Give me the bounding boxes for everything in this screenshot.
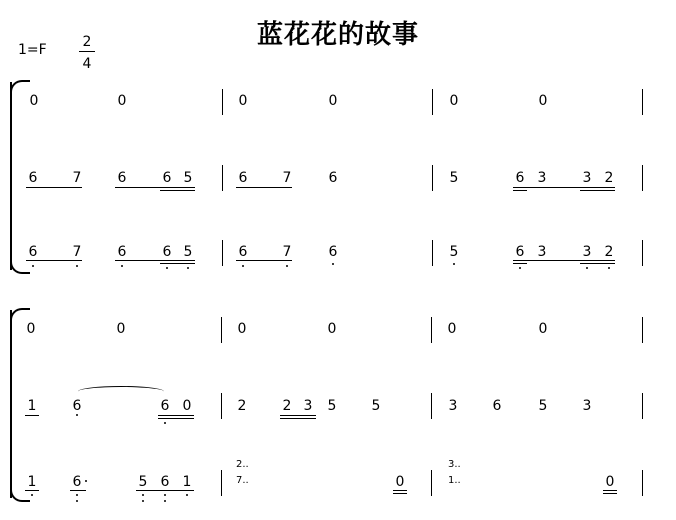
- note: 6: [160, 474, 170, 490]
- octave-dot: [164, 422, 166, 424]
- note: 5: [449, 170, 459, 186]
- barline: [221, 393, 222, 419]
- barline: [642, 240, 643, 266]
- octave-dot: [164, 500, 166, 502]
- octave-dot: [164, 494, 166, 496]
- note: 6: [28, 244, 38, 260]
- underline: [393, 490, 407, 491]
- octave-dot: [332, 263, 334, 265]
- note: 7: [282, 170, 292, 186]
- barline: [432, 240, 433, 266]
- note: 6: [72, 474, 82, 490]
- octave-dot: [453, 263, 455, 265]
- barline: [642, 317, 643, 343]
- underline: [513, 260, 615, 261]
- note: 0: [538, 321, 548, 337]
- note: 5: [371, 398, 381, 414]
- note: 3: [537, 170, 547, 186]
- note: 3: [448, 398, 458, 414]
- time-signature-top: 2: [82, 34, 92, 50]
- note: 0: [327, 321, 337, 337]
- note: 6: [238, 244, 248, 260]
- barline: [431, 470, 432, 496]
- underline: [115, 260, 195, 261]
- note: 0: [395, 474, 405, 490]
- time-signature-line: [79, 51, 95, 52]
- note: 6: [238, 170, 248, 186]
- note: 0: [237, 321, 247, 337]
- barline: [432, 165, 433, 191]
- note: 6: [515, 244, 525, 260]
- octave-dot: [31, 494, 33, 496]
- underline: [25, 415, 39, 416]
- underline: [158, 415, 194, 416]
- underline: [280, 418, 316, 419]
- chord-bottom: 1..: [448, 475, 461, 486]
- barline: [432, 89, 433, 115]
- note: 7: [72, 244, 82, 260]
- brace-hook-bottom: [10, 490, 30, 502]
- note: 6: [28, 170, 38, 186]
- barline: [222, 240, 223, 266]
- brace-hook-top: [10, 308, 30, 320]
- octave-dot: [76, 414, 78, 416]
- note: 3: [582, 170, 592, 186]
- note: 5: [183, 244, 193, 260]
- underline: [160, 190, 195, 191]
- note: 0: [26, 321, 36, 337]
- octave-dot: [142, 494, 144, 496]
- note: 0: [328, 93, 338, 109]
- note: 0: [238, 93, 248, 109]
- barline: [431, 393, 432, 419]
- note: 2: [604, 244, 614, 260]
- chord-top: 3..: [448, 459, 461, 470]
- octave-dot: [121, 265, 123, 267]
- underline: [26, 260, 82, 261]
- octave-dot: [142, 500, 144, 502]
- underline: [580, 263, 615, 264]
- barline: [642, 165, 643, 191]
- note: 3: [582, 398, 592, 414]
- note: 5: [183, 170, 193, 186]
- note: 6: [160, 398, 170, 414]
- note: 0: [116, 321, 126, 337]
- note: 6: [328, 170, 338, 186]
- note: 0: [605, 474, 615, 490]
- underline: [513, 263, 527, 264]
- barline: [222, 165, 223, 191]
- underline: [513, 190, 527, 191]
- note: 1: [27, 474, 37, 490]
- underline: [115, 187, 195, 188]
- note: 2: [237, 398, 247, 414]
- underline: [280, 415, 316, 416]
- octave-dot: [519, 267, 521, 269]
- barline: [642, 89, 643, 115]
- note: 5: [538, 398, 548, 414]
- underline: [236, 187, 292, 188]
- note: 5: [449, 244, 459, 260]
- underline: [603, 490, 617, 491]
- underline: [513, 187, 615, 188]
- note: 6: [162, 244, 172, 260]
- underline: [26, 187, 82, 188]
- underline: [580, 190, 615, 191]
- octave-dot: [32, 265, 34, 267]
- note: 1: [182, 474, 192, 490]
- underline: [25, 490, 39, 491]
- note: 6: [492, 398, 502, 414]
- barline: [221, 317, 222, 343]
- underline: [158, 418, 194, 419]
- system-brace: [10, 310, 12, 498]
- note: 6: [72, 398, 82, 414]
- note: 6: [328, 244, 338, 260]
- note: 0: [117, 93, 127, 109]
- underline: [70, 490, 86, 491]
- underline: [236, 260, 292, 261]
- note: 6: [162, 170, 172, 186]
- time-signature-bottom: 4: [82, 56, 92, 72]
- tie-slur: [78, 386, 164, 397]
- barline: [431, 317, 432, 343]
- underline: [136, 490, 194, 491]
- octave-dot: [186, 494, 188, 496]
- augmentation-dot: [85, 480, 87, 482]
- brace-hook-top: [10, 80, 30, 92]
- octave-dot: [286, 265, 288, 267]
- note: 3: [303, 398, 313, 414]
- note: 7: [282, 244, 292, 260]
- note: 7: [72, 170, 82, 186]
- note: 0: [29, 93, 39, 109]
- note: 0: [538, 93, 548, 109]
- octave-dot: [76, 500, 78, 502]
- key-signature: 1=F: [18, 42, 47, 58]
- octave-dot: [166, 267, 168, 269]
- note: 6: [515, 170, 525, 186]
- note: 2: [282, 398, 292, 414]
- note: 5: [138, 474, 148, 490]
- underline: [393, 493, 407, 494]
- note: 3: [537, 244, 547, 260]
- system-brace: [10, 82, 12, 270]
- octave-dot: [242, 265, 244, 267]
- barline: [221, 470, 222, 496]
- note: 6: [117, 244, 127, 260]
- octave-dot: [76, 494, 78, 496]
- underline: [160, 263, 195, 264]
- barline: [642, 393, 643, 419]
- brace-hook-bottom: [10, 262, 30, 274]
- note: 6: [117, 170, 127, 186]
- note: 5: [327, 398, 337, 414]
- note: 1: [27, 398, 37, 414]
- octave-dot: [586, 267, 588, 269]
- octave-dot: [608, 267, 610, 269]
- note: 0: [449, 93, 459, 109]
- barline: [222, 89, 223, 115]
- score-title: 蓝花花的故事: [256, 20, 419, 50]
- barline: [642, 470, 643, 496]
- note: 2: [604, 170, 614, 186]
- underline: [603, 493, 617, 494]
- note: 0: [182, 398, 192, 414]
- octave-dot: [76, 265, 78, 267]
- note: 0: [447, 321, 457, 337]
- chord-top: 2..: [236, 459, 249, 470]
- octave-dot: [187, 267, 189, 269]
- note: 3: [582, 244, 592, 260]
- chord-bottom: 7..: [236, 475, 249, 486]
